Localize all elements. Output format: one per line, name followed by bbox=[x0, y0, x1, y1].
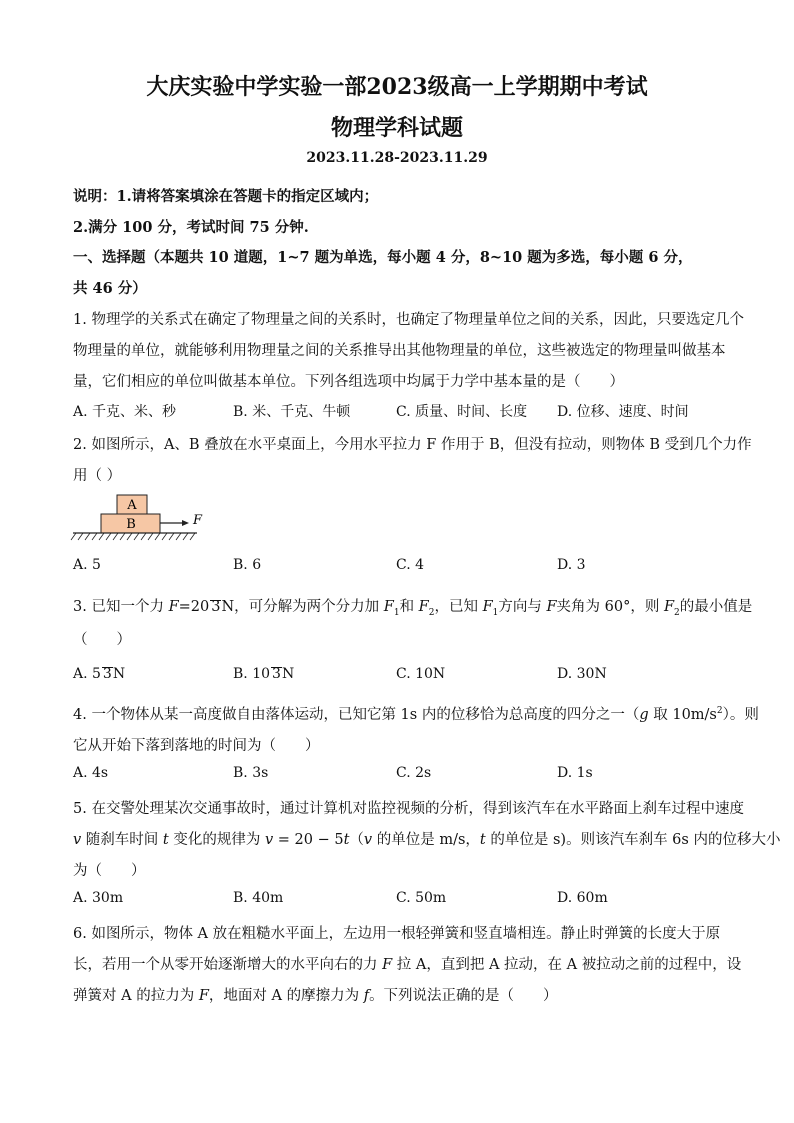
sqrt-symbol: 3 bbox=[211, 599, 221, 615]
block-a-label: A bbox=[127, 498, 137, 513]
q3-option-c[interactable]: C. 10N bbox=[396, 666, 446, 682]
q1-line-1: 1. 物理学的关系式在确定了物理量之间的关系时，也确定了物理量单位之间的关系，因此，只要选定几个 bbox=[73, 312, 744, 328]
q3-option-a[interactable]: A. 5 3N bbox=[73, 666, 126, 682]
q6-line-1: 6. 如图所示，物体 A 放在粗糙水平面上，左边用一根轻弹簧和竖直墙相连。静止时弹簧的长度大于原 bbox=[73, 926, 721, 942]
exam-date: 2023.11.28-2023.11.29 bbox=[306, 150, 488, 166]
q2-option-a[interactable]: A. 5 bbox=[73, 557, 101, 573]
note-2: 2.满分 100 分，考试时间 75 分钟. bbox=[73, 219, 309, 236]
q6-line-2: 长，若用一个从零开始逐渐增大的水平向右的力 F 拉 A，直到把 A 拉动，在 A 被拉动之前的过程中，设 bbox=[73, 957, 742, 973]
q3-line-1: 3. 已知一个力 F=20 3N，可分解为两个分力加 $F_1$和 $F_2$，已知 $F_1$方向与 F夹角为 60°，则 $F_2$的最小值是 bbox=[73, 599, 753, 618]
q2-line-2: 用（ ） bbox=[73, 468, 122, 484]
force-arrow-head bbox=[182, 520, 189, 526]
q4-line-1: 4. 一个物体从某一高度做自由落体运动，已知它第 1s 内的位移恰为总高度的四分之一（g 取 $10m/s^2$）。则 bbox=[73, 706, 759, 723]
q2-option-b[interactable]: B. 6 bbox=[233, 557, 262, 573]
block-b-label: B bbox=[126, 517, 136, 532]
q2-line-1: 2. 如图所示，A、B 叠放在水平桌面上，今用水平拉力 F 作用于 B，但没有拉动，则物体 B 受到几个力作 bbox=[73, 437, 752, 453]
q1-option-d[interactable]: D. 位移、速度、时间 bbox=[557, 404, 689, 420]
subject-title: 物理学科试题 bbox=[330, 115, 463, 141]
q3-option-d[interactable]: D. 30N bbox=[557, 666, 607, 682]
q4-option-a[interactable]: A. 4s bbox=[73, 765, 109, 781]
q2-option-d[interactable]: D. 3 bbox=[557, 557, 586, 573]
q6-line-3: 弹簧对 A 的拉力为 F，地面对 A 的摩擦力为 f。下列说法正确的是（ ） bbox=[73, 988, 558, 1004]
section-heading-1: 一、选择题（本题共 10 道题，1~7 题为单选，每小题 4 分，8~10 题为多选，每小题 6 分， bbox=[73, 249, 693, 266]
q3-option-b[interactable]: B. 10 3N bbox=[233, 666, 295, 682]
note-1: 说明：1.请将答案填涂在答题卡的指定区域内； bbox=[73, 188, 379, 205]
q4-option-d[interactable]: D. 1s bbox=[557, 765, 593, 781]
q4-option-c[interactable]: C. 2s bbox=[396, 765, 432, 781]
q1-option-c[interactable]: C. 质量、时间、长度 bbox=[396, 404, 528, 420]
q2-stacked-blocks-figure bbox=[70, 490, 210, 546]
q4-option-b[interactable]: B. 3s bbox=[233, 765, 269, 781]
q4-line-2: 它从开始下落到落地的时间为（ ） bbox=[73, 738, 320, 754]
q1-option-a[interactable]: A. 千克、米、秒 bbox=[73, 404, 177, 420]
q5-option-a[interactable]: A. 30m bbox=[73, 890, 124, 906]
q1-line-3: 量，它们相应的单位叫做基本单位。下列各组选项中均属于力学中基本量的是（ ） bbox=[73, 374, 624, 390]
q3-line-2: （ ） bbox=[73, 632, 131, 648]
q5-option-d[interactable]: D. 60m bbox=[557, 890, 608, 906]
force-label: F bbox=[193, 513, 203, 528]
q5-line-2: v 随刹车时间 t 变化的规律为 v = 20 − 5t（v 的单位是 m/s，t 的单位是 s)。则该汽车刹车 6s 内的位移大小 bbox=[73, 832, 781, 848]
q2-option-c[interactable]: C. 4 bbox=[396, 557, 425, 573]
exam-title: 大庆实验中学实验一部2023级高一上学期期中考试 bbox=[146, 74, 648, 100]
section-heading-2: 共 46 分） bbox=[73, 280, 147, 297]
q1-line-2: 物理量的单位，就能够利用物理量之间的关系推导出其他物理量的单位，这些被选定的物理量叫做基本 bbox=[73, 343, 726, 359]
q5-option-b[interactable]: B. 40m bbox=[233, 890, 284, 906]
q5-line-1: 5. 在交警处理某次交通事故时，通过计算机对监控视频的分析，得到该汽车在水平路面上刹车过程中速度 bbox=[73, 801, 744, 817]
q5-line-3: 为（ ） bbox=[73, 863, 146, 879]
q5-option-c[interactable]: C. 50m bbox=[396, 890, 447, 906]
table-hatching bbox=[71, 533, 195, 540]
q1-option-b[interactable]: B. 米、千克、牛顿 bbox=[233, 404, 351, 420]
